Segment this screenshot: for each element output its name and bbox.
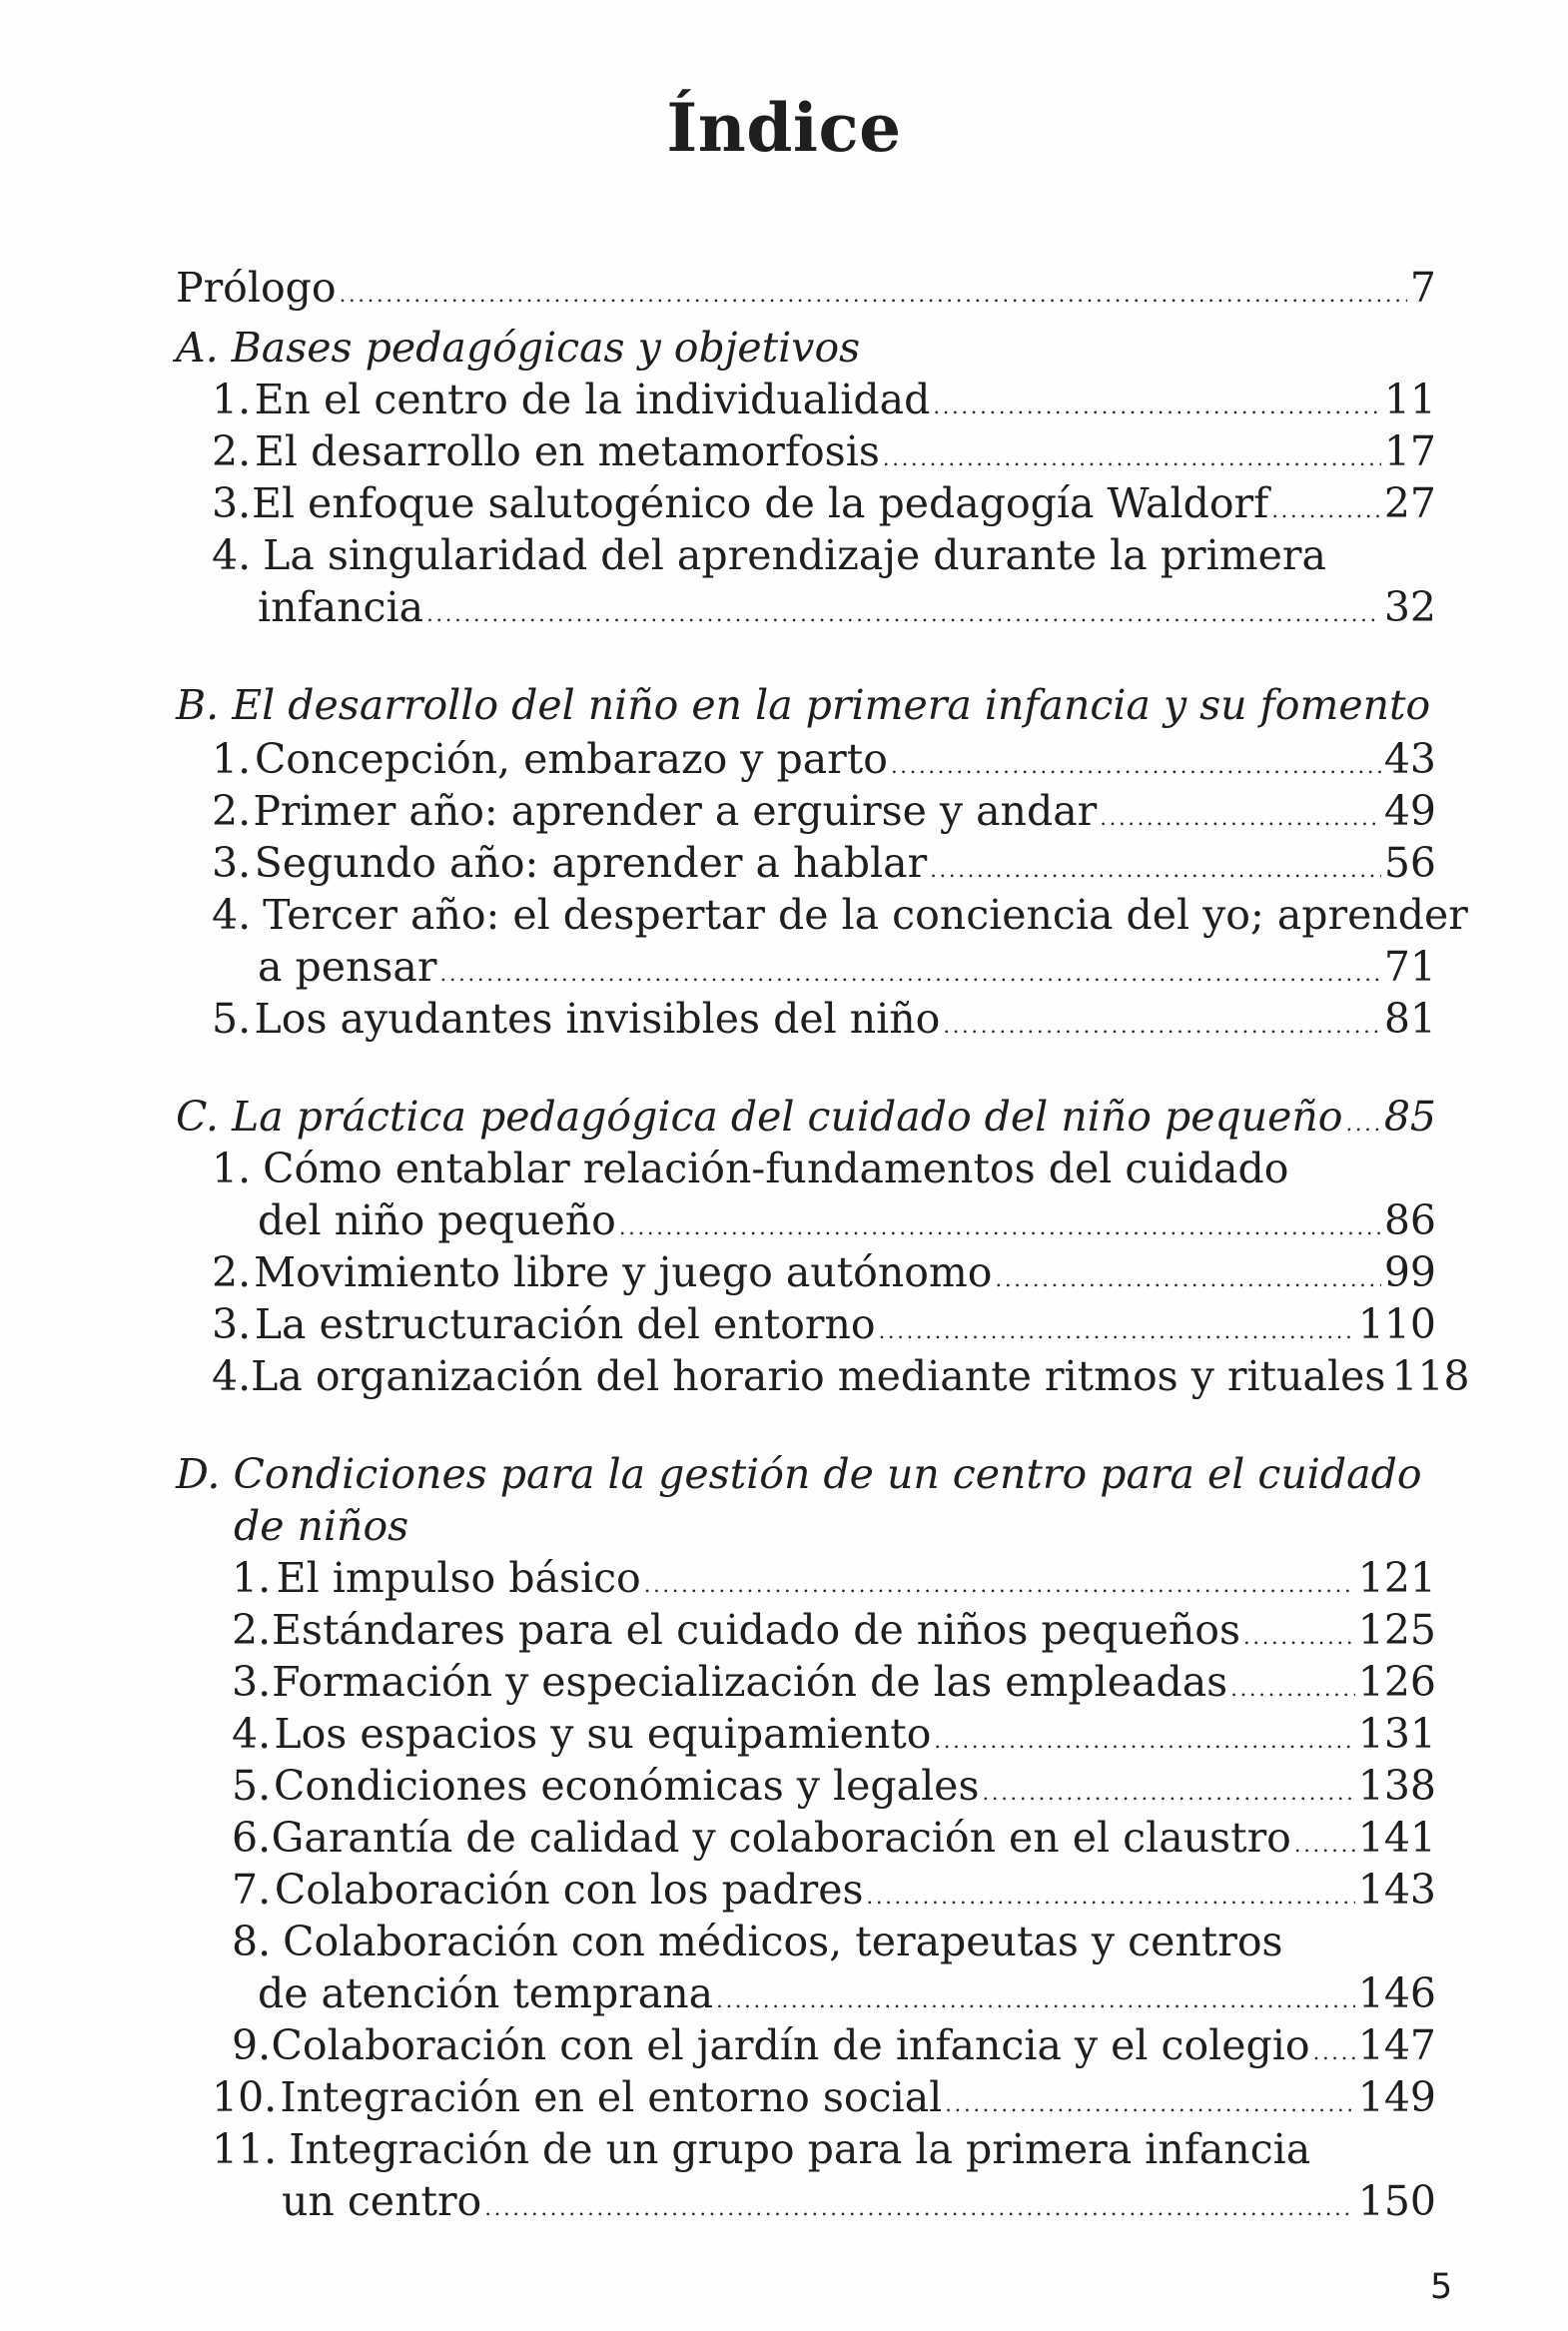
toc-entry-d7[interactable]: [232, 1864, 1436, 1916]
toc-entry-page: 7: [1409, 264, 1436, 312]
toc-entry-page: 131: [1357, 1710, 1436, 1758]
toc-entry-c2[interactable]: [212, 1246, 1436, 1298]
toc-entry-label: El desarrollo en metamorfosis: [255, 427, 880, 475]
dot-leader: [1243, 1604, 1355, 1663]
toc-entry-label: Tercer año: el despertar de la conciencia del yo; aprender: [263, 891, 1468, 939]
toc-entry-number: 6.: [232, 1814, 272, 1862]
toc-entry-label: La organización del horario mediante ritmos y rituales: [251, 1352, 1386, 1400]
toc-entry-label-continuation: un centro: [282, 2177, 482, 2225]
page-title: Índice: [666, 89, 902, 167]
toc-entry-label: Formación y especialización de las empleadas: [272, 1658, 1228, 1706]
toc-entry-label: Primer año: aprender a erguirse y andar: [253, 787, 1098, 835]
toc-entry-label: Los espacios y su equipamiento: [274, 1710, 932, 1758]
toc-entry-d1[interactable]: [232, 1552, 1436, 1604]
toc-entry-number: 1.: [212, 376, 252, 423]
dot-leader: [716, 1967, 1355, 2026]
dot-leader: [1313, 2019, 1355, 2078]
toc-entry-d5[interactable]: [232, 1760, 1436, 1812]
toc-entry-number: 3.: [212, 1300, 252, 1348]
dot-leader: [1294, 1812, 1355, 1871]
toc-entry-page: 121: [1357, 1554, 1436, 1602]
dot-leader: [983, 1760, 1355, 1819]
dot-leader: [426, 581, 1381, 640]
toc-entry-number: 1.: [212, 735, 252, 783]
toc-entry-number: 2.: [212, 787, 252, 835]
toc-entry-page: 27: [1383, 479, 1436, 527]
dot-leader: [933, 374, 1380, 432]
toc-entry-number: 3.: [232, 1658, 272, 1706]
toc-entry-d8[interactable]: [232, 1916, 1283, 1967]
toc-entry-label: Colaboración con los padres: [274, 1866, 864, 1914]
toc-entry-page: 17: [1383, 427, 1436, 475]
dot-leader: [943, 993, 1380, 1052]
dot-leader: [644, 1552, 1355, 1611]
dot-leader: [439, 941, 1380, 1000]
toc-entry-number: 4.: [212, 891, 252, 939]
toc-entry-b4-continuation[interactable]: [258, 941, 1436, 993]
section-label: C. La práctica pedagógica del cuidado del niño pequeño: [176, 1093, 1343, 1141]
toc-entry-number: 9.: [232, 2021, 272, 2069]
toc-entry-b5[interactable]: [212, 993, 1436, 1045]
section-heading-d: [176, 1448, 1422, 1500]
section-heading-b: [176, 679, 1430, 731]
toc-entry-label: En el centro de la individualidad: [254, 376, 931, 423]
toc-entry-page: 150: [1357, 2177, 1436, 2225]
toc-entry-b1[interactable]: [212, 733, 1436, 785]
toc-entry-label: Movimiento libre y juego autónomo: [254, 1248, 993, 1296]
toc-entry-label-continuation: del niño pequeño: [258, 1196, 616, 1244]
toc-entry-d3[interactable]: [232, 1656, 1436, 1708]
toc-entry-page: 141: [1357, 1814, 1436, 1862]
toc-entry-label: Colaboración con médicos, terapeutas y centros: [283, 1918, 1283, 1965]
toc-entry-label: Garantía de calidad y colaboración en el claustro: [271, 1814, 1291, 1862]
toc-entry-number: 3.: [212, 839, 252, 887]
toc-entry-a4-continuation[interactable]: [258, 581, 1436, 633]
toc-entry-page: 118: [1391, 1352, 1470, 1400]
toc-entry-page: 99: [1383, 1248, 1436, 1296]
toc-entry-label: El enfoque salutogénico de la pedagogía Waldorf: [251, 479, 1269, 527]
dot-leader: [891, 733, 1381, 792]
toc-entry-prologo[interactable]: [176, 262, 1436, 314]
toc-entry-page: 56: [1383, 839, 1436, 887]
toc-entry-label: Integración de un grupo para la primera infancia: [289, 2125, 1311, 2173]
toc-entry-a3[interactable]: [212, 477, 1436, 529]
toc-entry-label: Condiciones económicas y legales: [274, 1762, 980, 1810]
toc-entry-number: 5.: [232, 1762, 272, 1810]
dot-leader: [340, 262, 1407, 321]
toc-entry-c1[interactable]: [212, 1143, 1288, 1194]
toc-entry-number: 8.: [232, 1918, 272, 1965]
toc-entry-number: 5.: [212, 995, 252, 1043]
toc-entry-number: 10.: [212, 2073, 278, 2121]
toc-entry-page: 143: [1357, 1866, 1436, 1914]
toc-entry-label: Concepción, embarazo y parto: [254, 735, 888, 783]
toc-entry-page: 125: [1357, 1606, 1436, 1654]
toc-entry-a1[interactable]: [212, 374, 1436, 425]
toc-entry-page: 138: [1357, 1762, 1436, 1810]
toc-entry-c4[interactable]: [212, 1350, 1470, 1402]
toc-entry-b4[interactable]: [212, 889, 1468, 941]
dot-leader: [1230, 1656, 1355, 1715]
dot-leader: [867, 1864, 1355, 1923]
toc-entry-label: Cómo entablar relación-fundamentos del cuidado: [263, 1145, 1289, 1192]
toc-entry-page: 32: [1383, 583, 1436, 631]
toc-entry-d9[interactable]: [232, 2019, 1436, 2071]
toc-entry-number: 4.: [232, 1710, 272, 1758]
toc-entry-a4[interactable]: [212, 529, 1326, 581]
toc-entry-label: Estándares para el cuidado de niños pequeños: [271, 1606, 1240, 1654]
toc-entry-d4[interactable]: [232, 1708, 1436, 1760]
dot-leader: [996, 1246, 1381, 1305]
toc-entry-number: 1.: [212, 1145, 252, 1192]
dot-leader: [930, 837, 1381, 896]
toc-entry-d11[interactable]: [212, 2123, 1310, 2175]
toc-entry-page: 71: [1383, 943, 1436, 991]
toc-entry-page: 86: [1383, 1196, 1436, 1244]
section-heading-a: [176, 322, 860, 374]
toc-entry-number: 4.: [212, 1352, 252, 1400]
section-label: D. Condiciones para la gestión de un centro para el cuidado: [176, 1450, 1422, 1498]
section-label-continuation: de niños: [234, 1502, 409, 1550]
dot-leader: [945, 2071, 1354, 2130]
toc-entry-number: 2.: [212, 427, 252, 475]
toc-entry-label: Colaboración con el jardín de infancia y el colegio: [271, 2021, 1310, 2069]
toc-entry-number: 1.: [232, 1554, 272, 1602]
toc-entry-number: 11.: [212, 2125, 278, 2173]
toc-entry-label-continuation: de atención temprana: [258, 1969, 714, 2017]
toc-entry-label: Segundo año: aprender a hablar: [254, 839, 928, 887]
toc-entry-b2[interactable]: [212, 785, 1436, 837]
dot-leader: [883, 425, 1381, 484]
toc-entry-number: 2.: [232, 1606, 272, 1654]
section-label: A. Bases pedagógicas y objetivos: [176, 324, 861, 372]
toc-entry-label-continuation: a pensar: [258, 943, 437, 991]
section-heading-d-continuation: [234, 1500, 408, 1552]
dot-leader: [1100, 785, 1381, 844]
toc-entry-page: 147: [1357, 2021, 1436, 2069]
toc-entry-c1-continuation[interactable]: [258, 1194, 1436, 1246]
toc-entry-label: La estructuración del entorno: [254, 1300, 876, 1348]
dot-leader: [1345, 1091, 1380, 1150]
toc-entry-label: Prólogo: [176, 264, 337, 312]
section-heading-c[interactable]: [176, 1091, 1436, 1143]
toc-entry-a2[interactable]: [212, 425, 1436, 477]
dot-leader: [1271, 477, 1381, 536]
toc-entry-d11-continuation[interactable]: [282, 2175, 1436, 2227]
toc-entry-label: El impulso básico: [276, 1554, 641, 1602]
toc-entry-label-continuation: infancia: [258, 583, 424, 631]
toc-entry-number: 3.: [212, 479, 252, 527]
toc-entry-page: 11: [1383, 376, 1436, 423]
dot-leader: [879, 1298, 1355, 1357]
toc-entry-d2[interactable]: [232, 1604, 1436, 1656]
toc-entry-number: 7.: [232, 1866, 272, 1914]
toc-entry-label: Integración en el entorno social: [280, 2073, 943, 2121]
toc-entry-label: La singularidad del aprendizaje durante la primera: [263, 531, 1326, 579]
section-label: B. El desarrollo del niño en la primera infancia y su fomento: [176, 681, 1431, 729]
toc-entry-label: Los ayudantes invisibles del niño: [254, 995, 941, 1043]
toc-entry-page: 49: [1383, 787, 1436, 835]
toc-entry-page: 149: [1357, 2073, 1436, 2121]
dot-leader: [484, 2175, 1354, 2234]
dot-leader: [619, 1194, 1381, 1253]
toc-entry-page: 110: [1357, 1300, 1436, 1348]
toc-entry-page: 126: [1357, 1658, 1436, 1706]
toc-entry-d6[interactable]: [232, 1812, 1436, 1864]
toc-entry-c3[interactable]: [212, 1298, 1436, 1350]
toc-entry-d8-continuation[interactable]: [258, 1967, 1436, 2019]
toc-entry-page: 146: [1357, 1969, 1436, 2017]
toc-entry-page: 43: [1383, 735, 1436, 783]
dot-leader: [934, 1708, 1354, 1767]
toc-entry-number: 4.: [212, 531, 252, 579]
toc-entry-b3[interactable]: [212, 837, 1436, 889]
toc-entry-number: 2.: [212, 1248, 252, 1296]
page-number: 5: [1430, 2267, 1453, 2307]
toc-entry-page: 81: [1383, 995, 1436, 1043]
toc-entry-page: 85: [1383, 1093, 1436, 1141]
toc-entry-d10[interactable]: [212, 2071, 1436, 2123]
